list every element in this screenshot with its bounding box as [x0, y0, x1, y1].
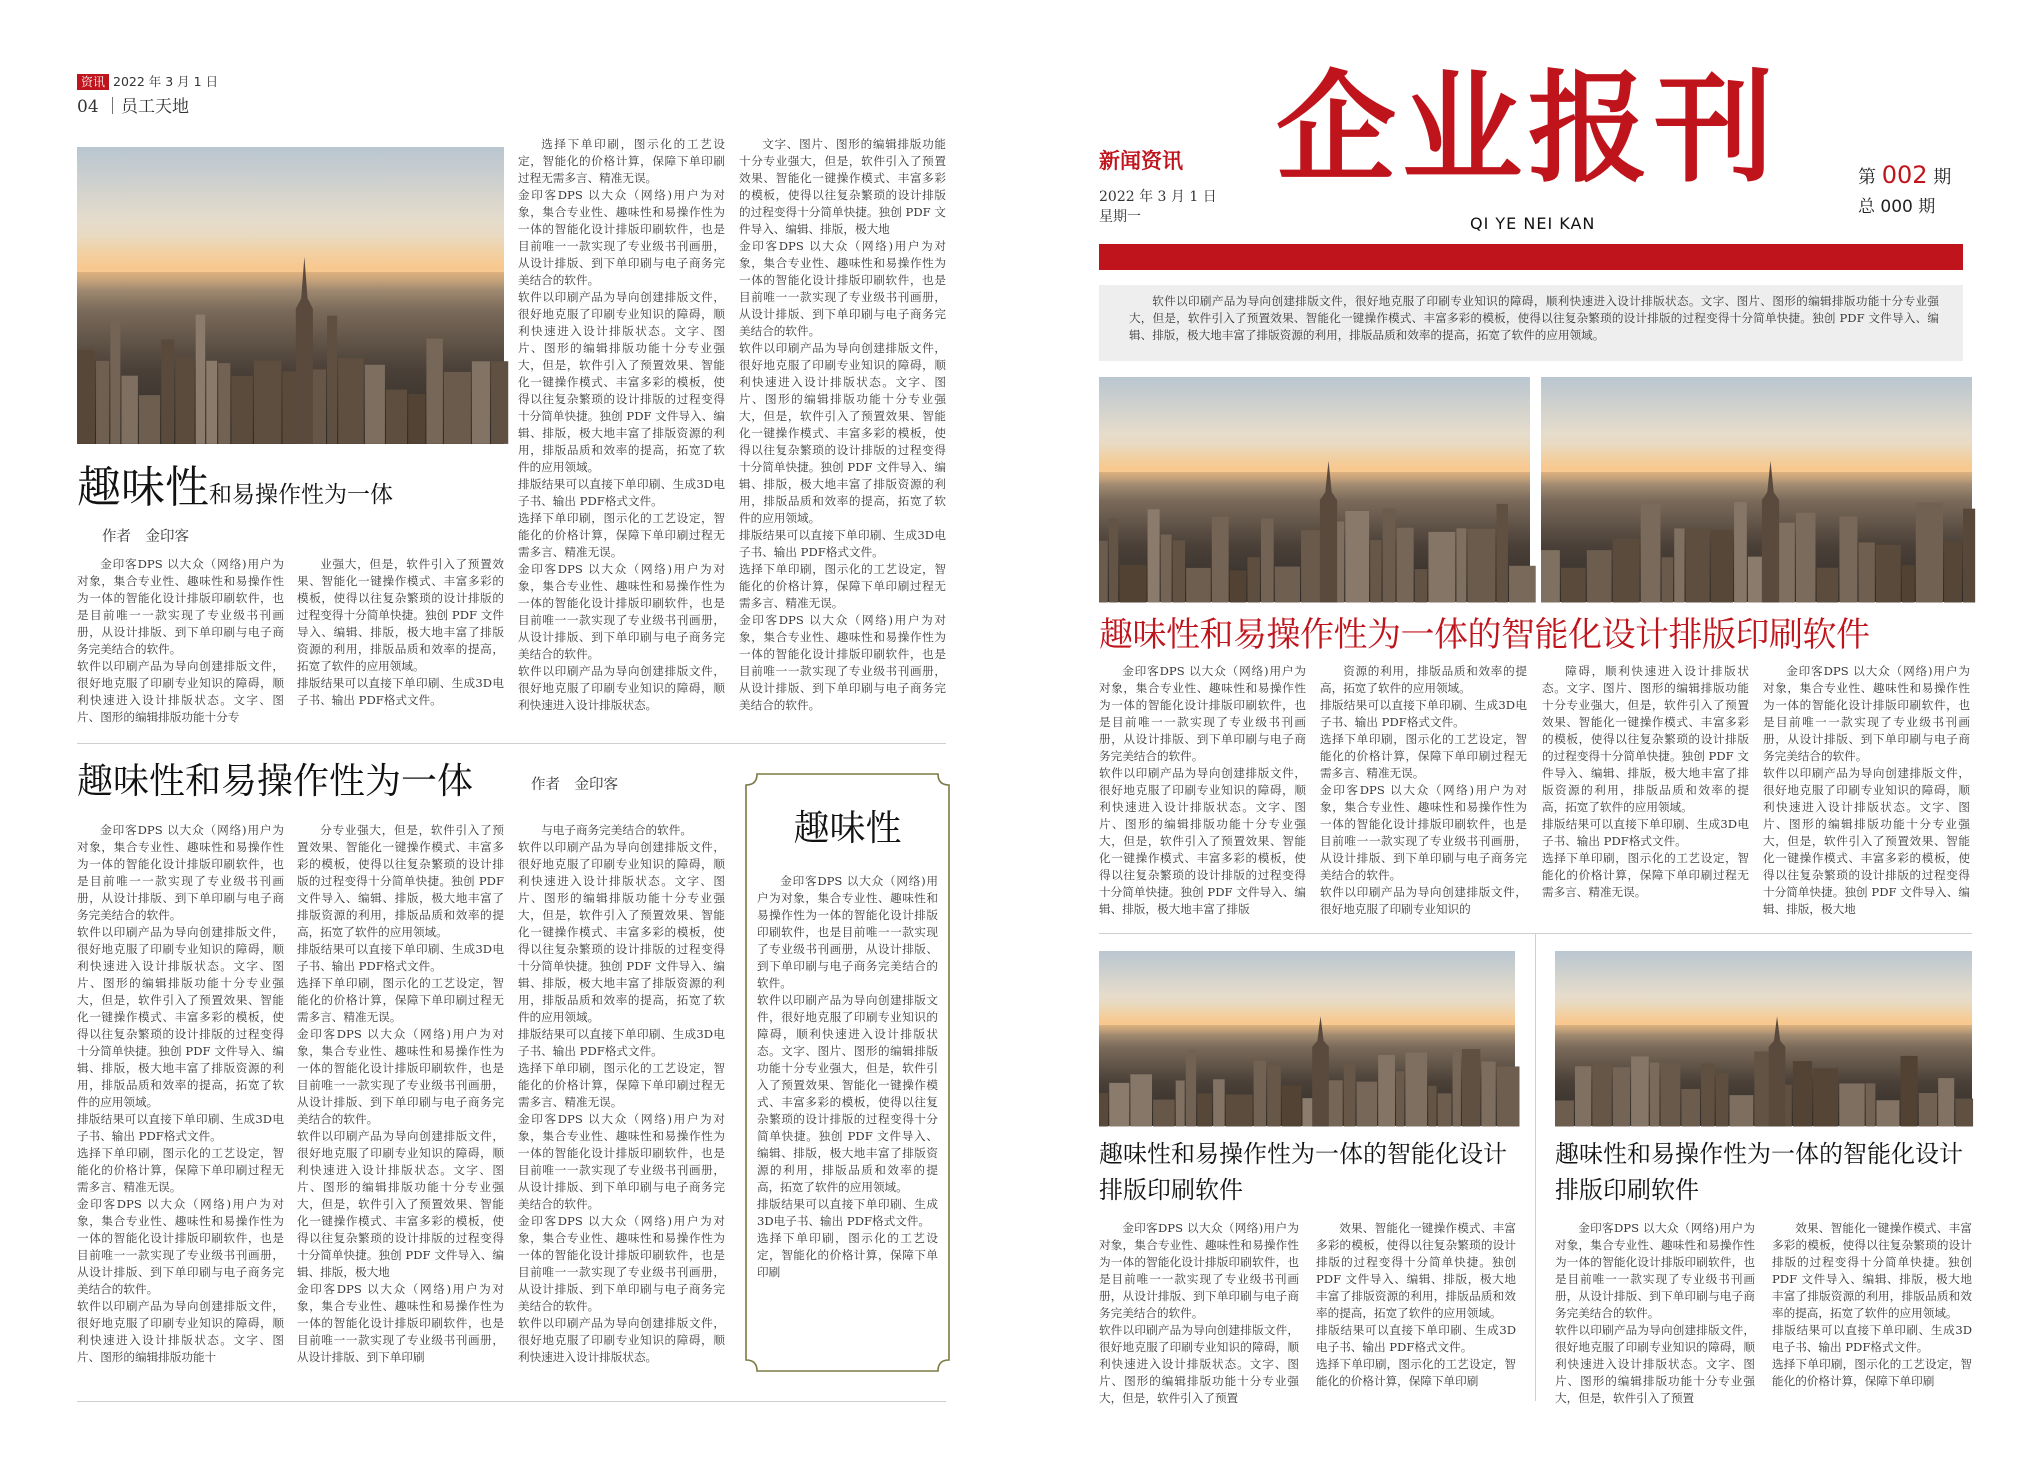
divider-vertical	[1535, 933, 1536, 1401]
sidebar-text	[757, 873, 938, 1343]
paragraph: 资源的利用，排版品质和效率的提高，拓宽了软件的应用领域。 排版结果可以直接下单印刷、生成3D电子书、输出 PDF格式文件。 选择下单印刷，图示化的工艺设定，智能化的价格计算，保障下单印刷过程无需多言、精准无误。 金印客DPS 以大众（网络)用户为对象，集合专业性、趣味性和易操作性为一体的智能化设计排版印刷软件，也是目前唯一一款实现了专业级书刊画册，从设计排版、到下单印刷与电子商务完美结合的软件。 软件以印刷产品为导向创建排版文件，很好地克服了印刷专业知识的	[1320, 664, 1527, 916]
skyline-building	[1301, 530, 1320, 602]
masthead-date: 2022 年 3 月 1 日	[1099, 189, 1217, 205]
skyline-building	[1383, 508, 1396, 602]
paragraph: 金印客DPS 以大众（网络)用户为对象，集合专业性、趣味性和易操作性为一体的智能化设计排版印刷软件，也是目前唯一一款实现了专业级书刊画册，从设计排版、到下单印刷与电子商务完美结合的软件。 软件以印刷产品为导向创建排版文件，很好地克服了印刷专业知识的障碍，顺利快速进入设计排版状态。文字、图片、图形的编辑排版功能十分专业强大，但是，软件引入了预置	[1555, 1221, 1755, 1405]
paragraph: 金印客DPS 以大众（网络)用户为对象，集合专业性、趣味性和易操作性为一体的智能化设计排版印刷软件，也是目前唯一一款实现了专业级书刊画册，从设计排版、到下单印刷与电子商务完美结合的软件。 软件以印刷产品为导向创建排版文件，很好地克服了印刷专业知识的障碍，顺利快速进入设计排版状态。文字、图片、图形的编辑排版功能十分专业强大，但是，软件引入了预置效果、智能化一键操作模式、丰富多彩的模板，使得以往复杂繁琐的设计排版的过程变得十分简单快捷。独创 PDF 文件导入、编辑、排版，极大地丰富了排版资源的利用，排版品质和效率的提高，拓宽了软件的应用领域。 排版结果可以直接下单印刷、生成3D电子书、输出 PDF格式文件。 选择下单印刷，图示化的工艺设定，智能化的价格计算，保障下单印刷	[757, 874, 938, 1279]
skyline-building	[1099, 540, 1108, 602]
skyline-building	[1497, 1066, 1520, 1126]
skyline-building	[1734, 502, 1747, 602]
skyline-building	[1345, 510, 1369, 602]
article-photo	[1099, 951, 1515, 1126]
skyline-building	[1186, 567, 1211, 602]
skyline-building	[1866, 1083, 1876, 1126]
skyline-building	[444, 372, 471, 444]
skyline-building	[1916, 502, 1943, 602]
skyline-building	[491, 361, 508, 444]
skyline-building	[1919, 1092, 1937, 1126]
skyline-building	[1858, 542, 1874, 602]
skyline-building	[1109, 1082, 1129, 1126]
paragraph: 效果、智能化一键操作模式、丰富多彩的模板，使得以往复杂繁琐的设计排版的过程变得十分简单快捷。独创 PDF 文件导入、编辑、排版，极大地丰富了排版资源的利用，排版品质和效率的提高，拓宽了软件的应用领域。 排版结果可以直接下单印刷、生成3D电子书、输出 PDF格式文件。 选择下单印刷，图示化的工艺设定，智能化的价格计算，保障下单印刷	[1316, 1221, 1516, 1388]
title-small: 和易操作性为一体	[209, 482, 393, 508]
page-date: 2022 年 3 月 1 日	[113, 74, 219, 89]
skyline-building	[1817, 567, 1839, 602]
skyline-building	[1938, 1078, 1954, 1126]
text-column	[1320, 663, 1527, 916]
skyline-building	[1099, 1093, 1108, 1126]
skyline-building	[206, 361, 217, 444]
skyline-building	[1197, 1093, 1212, 1126]
page-label: 04 ｜员工天地	[77, 97, 190, 117]
article-author: 作者 金印客	[531, 777, 618, 793]
skyline-building	[1711, 530, 1733, 602]
skyline-building	[1378, 1054, 1395, 1126]
skyline-building	[1955, 1098, 1973, 1126]
skyline-building	[472, 361, 490, 444]
skyline-building	[1247, 557, 1260, 602]
skyline-building	[1839, 1083, 1864, 1126]
text-column	[297, 822, 504, 1364]
skyline-building	[1396, 1071, 1404, 1126]
article-photo	[1555, 951, 1972, 1126]
paragraph: 金印客DPS 以大众（网络)用户为对象，集合专业性、趣味性和易操作性为一体的智能化设计排版印刷软件，也是目前唯一一款实现了专业级书刊画册，从设计排版、到下单印刷与电子商务完美结合的软件。 软件以印刷产品为导向创建排版文件，很好地克服了印刷专业知识的障碍，顺利快速进入设计排版状态。文字、图片、图形的编辑排版功能十分专业强大，但是，软件引入了预置效果、智能化一键操作模式、丰富多彩的模板，使得以往复杂繁琐的设计排版的过程变得十分简单快捷。独创 PDF 文件导入、编辑、排版，极大地丰富了排版	[1099, 664, 1306, 916]
skyline-building	[1148, 509, 1160, 602]
tower-spire	[1320, 460, 1337, 602]
skyline-building	[1415, 569, 1428, 602]
text-column	[77, 556, 284, 724]
tower-spire	[1762, 460, 1779, 602]
skyline-building	[1613, 1067, 1630, 1126]
skyline-building	[1226, 1094, 1253, 1126]
skyline-building	[1793, 1061, 1812, 1126]
masthead-weekday: 星期一	[1099, 209, 1141, 225]
skyline-building	[1641, 503, 1661, 602]
skyline-building	[121, 376, 137, 444]
skyline-building	[1212, 516, 1229, 602]
skyline-building	[1631, 1056, 1649, 1126]
skyline-building	[386, 390, 407, 444]
skyline-building	[327, 316, 337, 444]
divider	[77, 1401, 946, 1402]
article-title	[77, 458, 393, 518]
skyline-building	[1575, 1066, 1591, 1126]
skyline-building	[1592, 1062, 1611, 1126]
skyline-building	[1267, 1065, 1281, 1126]
skyline-building	[1613, 538, 1640, 602]
masthead-pinyin: QI YE NEI KAN	[1470, 214, 1596, 233]
text-column	[1555, 1220, 1755, 1405]
skyline-building	[1876, 1100, 1899, 1126]
article-author: 作者 金印客	[102, 529, 189, 545]
skyline-building	[1963, 508, 1975, 602]
skyline-building	[1153, 1099, 1175, 1126]
text-column	[518, 822, 725, 1364]
skyline-building	[231, 376, 252, 444]
skyline-building	[426, 339, 442, 444]
feature-photo-left	[1099, 377, 1530, 602]
skyline-building	[1662, 557, 1674, 602]
skyline-building	[1438, 1093, 1452, 1126]
skyline-building	[1876, 544, 1901, 602]
skyline-building	[161, 340, 174, 444]
skyline-building	[1481, 1061, 1495, 1126]
sidebar-title: 趣味性	[793, 808, 902, 849]
article-title: 趣味性和易操作性为一体的智能化设计排版印刷软件	[1555, 1140, 1963, 1204]
skyline-building	[1796, 512, 1816, 602]
skyline-building	[338, 358, 364, 444]
paragraph: 金印客DPS 以大众（网络)用户为对象，集合专业性、趣味性和易操作性为一体的智能化设计排版印刷软件，也是目前唯一一款实现了专业级书刊画册，从设计排版、到下单印刷与电子商务完美结合的软件。 软件以印刷产品为导向创建排版文件，很好地克服了印刷专业知识的障碍，顺利快速进入设计排版状态。文字、图片、图形的编辑排版功能十分专业强大，但是，软件引入了预置	[1099, 1221, 1299, 1405]
text-column	[1099, 1220, 1299, 1405]
sidebar-box	[745, 773, 950, 1372]
skyline-building	[1230, 570, 1247, 602]
tower-spire	[1312, 1016, 1329, 1126]
paragraph: 文字、图片、图形的编辑排版功能十分专业强大，但是，软件引入了预置效果、智能化一键操作模式、丰富多彩的模板，使得以往复杂繁琐的设计排版的过程变得十分简单快捷。独创 PDF 文件导入、编辑、排版，极大地 金印客DPS 以大众（网络)用户为对象，集合专业性、趣味性和易操作性为一体的智能化设计排版印刷软件，也是目前唯一一款实现了专业级书刊画册，从设计排版、到下单印刷与电子商务完美结合的软件。 软件以印刷产品为导向创建排版文件，很好地克服了印刷专业知识的障碍，顺利快速进入设计排版状态。文字、图片、图形的编辑排版功能十分专业强大，但是，软件引入了预置效果、智能化一键操作模式、丰富多彩的模板，使得以往复杂繁琐的设计排版的过程变得十分简单快捷。独创 PDF 文件导入、编辑、排版，极大地丰富了排版资源的利用，排版品质和效率的提高，拓宽了软件的应用领域。 排版结果可以直接下单印刷、生成3D电子书、输出 PDF格式文件。 选择下单印刷，图示化的工艺设定，智能化的价格计算，保障下单印刷过程无需多言、精准无误。 金印客DPS 以大众（网络)用户为对象，集合专业性、趣味性和易操作性为一体的智能化设计排版印刷软件，也是目前唯一一款实现了专业级书刊画册，从设计排版、到下单印刷与电子商务完美结合的软件。	[739, 137, 946, 712]
article-title: 趣味性和易操作性为一体	[77, 761, 474, 802]
tower-spire	[1769, 1016, 1786, 1126]
skyline-building	[1674, 528, 1684, 602]
masthead-section: 新闻资讯	[1099, 148, 1183, 173]
issue-value: 002	[1881, 161, 1928, 189]
issue-prefix: 第	[1858, 167, 1876, 188]
text-column	[739, 136, 946, 721]
paragraph: 金印客DPS 以大众（网络)用户为对象，集合专业性、趣味性和易操作性为一体的智能化设计排版印刷软件，也是目前唯一一款实现了专业级书刊画册，从设计排版、到下单印刷与电子商务完美结合的软件。 软件以印刷产品为导向创建排版文件，很好地克服了印刷专业知识的障碍，顺利快速进入设计排版状态。文字、图片、图形的编辑排版功能十分专	[77, 557, 284, 724]
skyline-building	[1275, 566, 1300, 602]
section-tag: 资讯	[77, 74, 109, 90]
skyline-building	[1173, 540, 1185, 602]
skyline-building	[1660, 1062, 1680, 1126]
article-title: 趣味性和易操作性为一体的智能化设计排版印刷软件	[1099, 1140, 1507, 1204]
text-column	[1763, 663, 1970, 916]
skyline-building	[1119, 564, 1146, 602]
issue-number	[1858, 163, 1951, 190]
summary-text: 软件以印刷产品为导向创建排版文件，很好地克服了印刷专业知识的障碍，顺利快速进入设计排版状态。文字、图片、图形的编辑排版功能十分专业强大，但是，软件引入了预置效果、智能化一键操作模式、丰富多彩的模板，使得以往复杂繁琐的设计排版的过程变得十分简单快捷。独创 PDF 文件导入、编辑、排版，极大地丰富了排版资源的利用，排版品质和效率的提高，拓宽了软件的应用领域。	[1129, 294, 1939, 342]
skyline-building	[1686, 529, 1710, 602]
title-big: 趣味性	[77, 462, 209, 513]
skyline-building	[218, 363, 230, 444]
skyline-building	[196, 315, 206, 444]
text-column	[1772, 1220, 1972, 1400]
paragraph: 效果、智能化一键操作模式、丰富多彩的模板，使得以往复杂繁琐的设计排版的过程变得十分简单快捷。独创 PDF 文件导入、编辑、排版，极大地丰富了排版资源的利用，排版品质和效率的提高，拓宽了软件的应用领域。 排版结果可以直接下单印刷、生成3D电子书、输出 PDF格式文件。 选择下单印刷，图示化的工艺设定，智能化的价格计算，保障下单印刷	[1772, 1221, 1972, 1388]
paragraph: 障碍，顺利快速进入设计排版状态。文字、图片、图形的编辑排版功能十分专业强大，但是，软件引入了预置效果、智能化一键操作模式、丰富多彩的模板，使得以往复杂繁琐的设计排版的过程变得十分简单快捷。独创 PDF 文件导入、编辑、排版，极大地丰富了排版资源的利用，排版品质和效率的提高，拓宽了软件的应用领域。 排版结果可以直接下单印刷、生成3D电子书、输出 PDF格式文件。 选择下单印刷，图示化的工艺设定，智能化的价格计算，保障下单印刷过程无需多言、精准无误。	[1542, 664, 1749, 899]
text-column	[1316, 1220, 1516, 1400]
skyline-building	[1587, 550, 1612, 602]
skyline-building	[1176, 1080, 1185, 1126]
skyline-building	[1467, 528, 1495, 602]
skyline-building	[139, 395, 160, 444]
skyline-building	[1462, 1049, 1480, 1126]
skyline-building	[408, 394, 425, 444]
skyline-building	[96, 361, 109, 444]
paragraph: 分专业强大，但是，软件引入了预置效果、智能化一键操作模式、丰富多彩的模板，使得以往复杂繁琐的设计排版的过程变得十分简单快捷。独创 PDF 文件导入、编辑、排版，极大地丰富了排版资源的利用，排版品质和效率的提高，拓宽了软件的应用领域。 排版结果可以直接下单印刷、生成3D电子书、输出 PDF格式文件。 选择下单印刷，图示化的工艺设定，智能化的价格计算，保障下单印刷过程无需多言、精准无误。 金印客DPS 以大众（网络)用户为对象，集合专业性、趣味性和易操作性为一体的智能化设计排版印刷软件，也是目前唯一一款实现了专业级书刊画册，从设计排版、到下单印刷与电子商务完美结合的软件。 软件以印刷产品为导向创建排版文件，很好地克服了印刷专业知识的障碍，顺利快速进入设计排版状态。文字、图片、图形的编辑排版功能十分专业强大，但是，软件引入了预置效果、智能化一键操作模式、丰富多彩的模板，使得以往复杂繁琐的设计排版的过程变得十分简单快捷。独创 PDF 文件导入、编辑、排版，极大地 金印客DPS 以大众（网络)用户为对象，集合专业性、趣味性和易操作性为一体的智能化设计排版印刷软件，也是目前唯一一款实现了专业级书刊画册，从设计排版、到下单印刷	[297, 823, 504, 1364]
skyline-building	[1397, 527, 1414, 602]
skyline-building	[175, 357, 194, 444]
skyline-building	[1130, 1074, 1152, 1126]
skyline-building	[1716, 1073, 1729, 1126]
skyline-building	[1650, 1062, 1660, 1126]
skyline-building	[1496, 503, 1507, 602]
divider	[77, 743, 946, 744]
skyline-building	[1509, 565, 1536, 602]
skyline-building	[254, 361, 281, 444]
issue-suffix: 期	[1933, 167, 1952, 188]
paragraph: 金印客DPS 以大众（网络)用户为对象，集合专业性、趣味性和易操作性为一体的智能化设计排版印刷软件，也是目前唯一一款实现了专业级书刊画册，从设计排版、到下单印刷与电子商务完美结合的软件。 软件以印刷产品为导向创建排版文件，很好地克服了印刷专业知识的障碍，顺利快速进入设计排版状态。文字、图片、图形的编辑排版功能十分专业强大，但是，软件引入了预置效果、智能化一键操作模式、丰富多彩的模板，使得以往复杂繁琐的设计排版的过程变得十分简单快捷。独创 PDF 文件导入、编辑、排版，极大地丰富了排版资源的利用，排版品质和效率的提高，拓宽了软件的应用领域。 排版结果可以直接下单印刷、生成3D电子书、输出 PDF格式文件。 选择下单印刷，图示化的工艺设定，智能化的价格计算，保障下单印刷过程无需多言、精准无误。 金印客DPS 以大众（网络)用户为对象，集合专业性、趣味性和易操作性为一体的智能化设计排版印刷软件，也是目前唯一一款实现了专业级书刊画册，从设计排版、到下单印刷与电子商务完美结合的软件。 软件以印刷产品为导向创建排版文件，很好地克服了印刷专业知识的障碍，顺利快速进入设计排版状态。文字、图片、图形的编辑排版功能十	[77, 823, 284, 1364]
skyline-building	[1405, 1052, 1427, 1126]
skyline-building	[1161, 534, 1172, 602]
text-column	[1542, 663, 1749, 913]
skyline-building	[110, 320, 120, 444]
text-column	[77, 822, 284, 1364]
skyline-building	[77, 350, 95, 444]
skyline-building	[1344, 1064, 1356, 1126]
skyline-building	[1254, 1060, 1266, 1126]
paragraph: 业强大，但是，软件引入了预置效果、智能化一键操作模式、丰富多彩的模板，使得以往复杂繁琐的设计排版的过程变得十分简单快捷。独创 PDF 文件导入、编辑、排版，极大地丰富了排版资源的利用，排版品质和效率的提高，拓宽了软件的应用领域。 排版结果可以直接下单印刷、生成3D电子书、输出 PDF格式文件。	[297, 557, 504, 707]
skyline-building	[1357, 1081, 1378, 1126]
skyline-building	[1729, 1095, 1753, 1126]
skyline-building	[1944, 541, 1962, 602]
feature-title: 趣味性和易操作性为一体的智能化设计排版印刷软件	[1099, 615, 1870, 655]
skyline-building	[1261, 518, 1274, 602]
skyline-building	[1428, 531, 1455, 602]
skyline-building	[1453, 1051, 1461, 1126]
skyline-building	[1839, 516, 1857, 602]
skyline-building	[1109, 518, 1118, 602]
skyline-building	[1186, 1049, 1196, 1126]
total-issue: 总 000 期	[1858, 197, 1936, 217]
skyline-building	[1541, 550, 1560, 602]
skyline-building	[1681, 1088, 1700, 1126]
masthead-title: 企业报刊	[1276, 60, 1780, 199]
skyline-building	[1901, 1055, 1918, 1126]
skyline-building	[1902, 565, 1915, 602]
skyline-building	[1701, 1063, 1715, 1126]
skyline-building	[1370, 540, 1381, 602]
text-column	[1099, 663, 1306, 916]
skyline-building	[1282, 1085, 1302, 1126]
skyline-building	[1428, 1085, 1436, 1126]
summary-box	[1099, 285, 1963, 361]
paragraph: 金印客DPS 以大众（网络)用户为对象，集合专业性、趣味性和易操作性为一体的智能化设计排版印刷软件，也是目前唯一一款实现了专业级书刊画册，从设计排版、到下单印刷与电子商务完美结合的软件。 软件以印刷产品为导向创建排版文件，很好地克服了印刷专业知识的障碍，顺利快速进入设计排版状态。文字、图片、图形的编辑排版功能十分专业强大，但是，软件引入了预置效果、智能化一键操作模式、丰富多彩的模板，使得以往复杂繁琐的设计排版的过程变得十分简单快捷。独创 PDF 文件导入、编辑、排版，极大地	[1763, 664, 1970, 916]
masthead-bar	[1099, 244, 1963, 270]
paragraph: 与电子商务完美结合的软件。 软件以印刷产品为导向创建排版文件，很好地克服了印刷专业知识的障碍，顺利快速进入设计排版状态。文字、图片、图形的编辑排版功能十分专业强大，但是，软件引入了预置效果、智能化一键操作模式、丰富多彩的模板，使得以往复杂繁琐的设计排版的过程变得十分简单快捷。独创 PDF 文件导入、编辑、排版，极大地丰富了排版资源的利用，排版品质和效率的提高，拓宽了软件的应用领域。 排版结果可以直接下单印刷、生成3D电子书、输出 PDF格式文件。 选择下单印刷，图示化的工艺设定，智能化的价格计算，保障下单印刷过程无需多言、精准无误。 金印客DPS 以大众（网络)用户为对象，集合专业性、趣味性和易操作性为一体的智能化设计排版印刷软件，也是目前唯一一款实现了专业级书刊画册，从设计排版、到下单印刷与电子商务完美结合的软件。 金印客DPS 以大众（网络)用户为对象，集合专业性、趣味性和易操作性为一体的智能化设计排版印刷软件，也是目前唯一一款实现了专业级书刊画册，从设计排版、到下单印刷与电子商务完美结合的软件。 软件以印刷产品为导向创建排版文件，很好地克服了印刷专业知识的障碍，顺利快速进入设计排版状态。	[518, 823, 725, 1364]
tower-spire	[296, 257, 313, 444]
paragraph: 选择下单印刷，图示化的工艺设定，智能化的价格计算，保障下单印刷过程无需多言、精准无误。 金印客DPS 以大众（网络)用户为对象，集合专业性、趣味性和易操作性为一体的智能化设计排版印刷软件，也是目前唯一一款实现了专业级书刊画册，从设计排版、到下单印刷与电子商务完美结合的软件。 软件以印刷产品为导向创建排版文件，很好地克服了印刷专业知识的障碍，顺利快速进入设计排版状态。文字、图片、图形的编辑排版功能十分专业强大，但是，软件引入了预置效果、智能化一键操作模式、丰富多彩的模板，使得以往复杂繁琐的设计排版的过程变得十分简单快捷。独创 PDF 文件导入、编辑、排版，极大地丰富了排版资源的利用，排版品质和效率的提高，拓宽了软件的应用领域。 排版结果可以直接下单印刷、生成3D电子书、输出 PDF格式文件。 选择下单印刷，图示化的工艺设定，智能化的价格计算，保障下单印刷过程无需多言、精准无误。 金印客DPS 以大众（网络)用户为对象，集合专业性、趣味性和易操作性为一体的智能化设计排版印刷软件，也是目前唯一一款实现了专业级书刊画册，从设计排版、到下单印刷与电子商务完美结合的软件。 软件以印刷产品为导向创建排版文件，很好地克服了印刷专业知识的障碍，顺利快速进入设计排版状态。	[518, 137, 725, 712]
city-photo	[77, 147, 504, 444]
skyline-building	[1813, 1068, 1838, 1126]
skyline-building	[1213, 1079, 1225, 1126]
skyline-building	[1555, 1100, 1574, 1126]
skyline-building	[1561, 567, 1586, 602]
text-column	[518, 136, 725, 721]
text-column	[297, 556, 504, 726]
skyline-building	[1456, 528, 1466, 602]
skyline-building	[365, 365, 385, 444]
feature-photo-right	[1541, 377, 1972, 602]
